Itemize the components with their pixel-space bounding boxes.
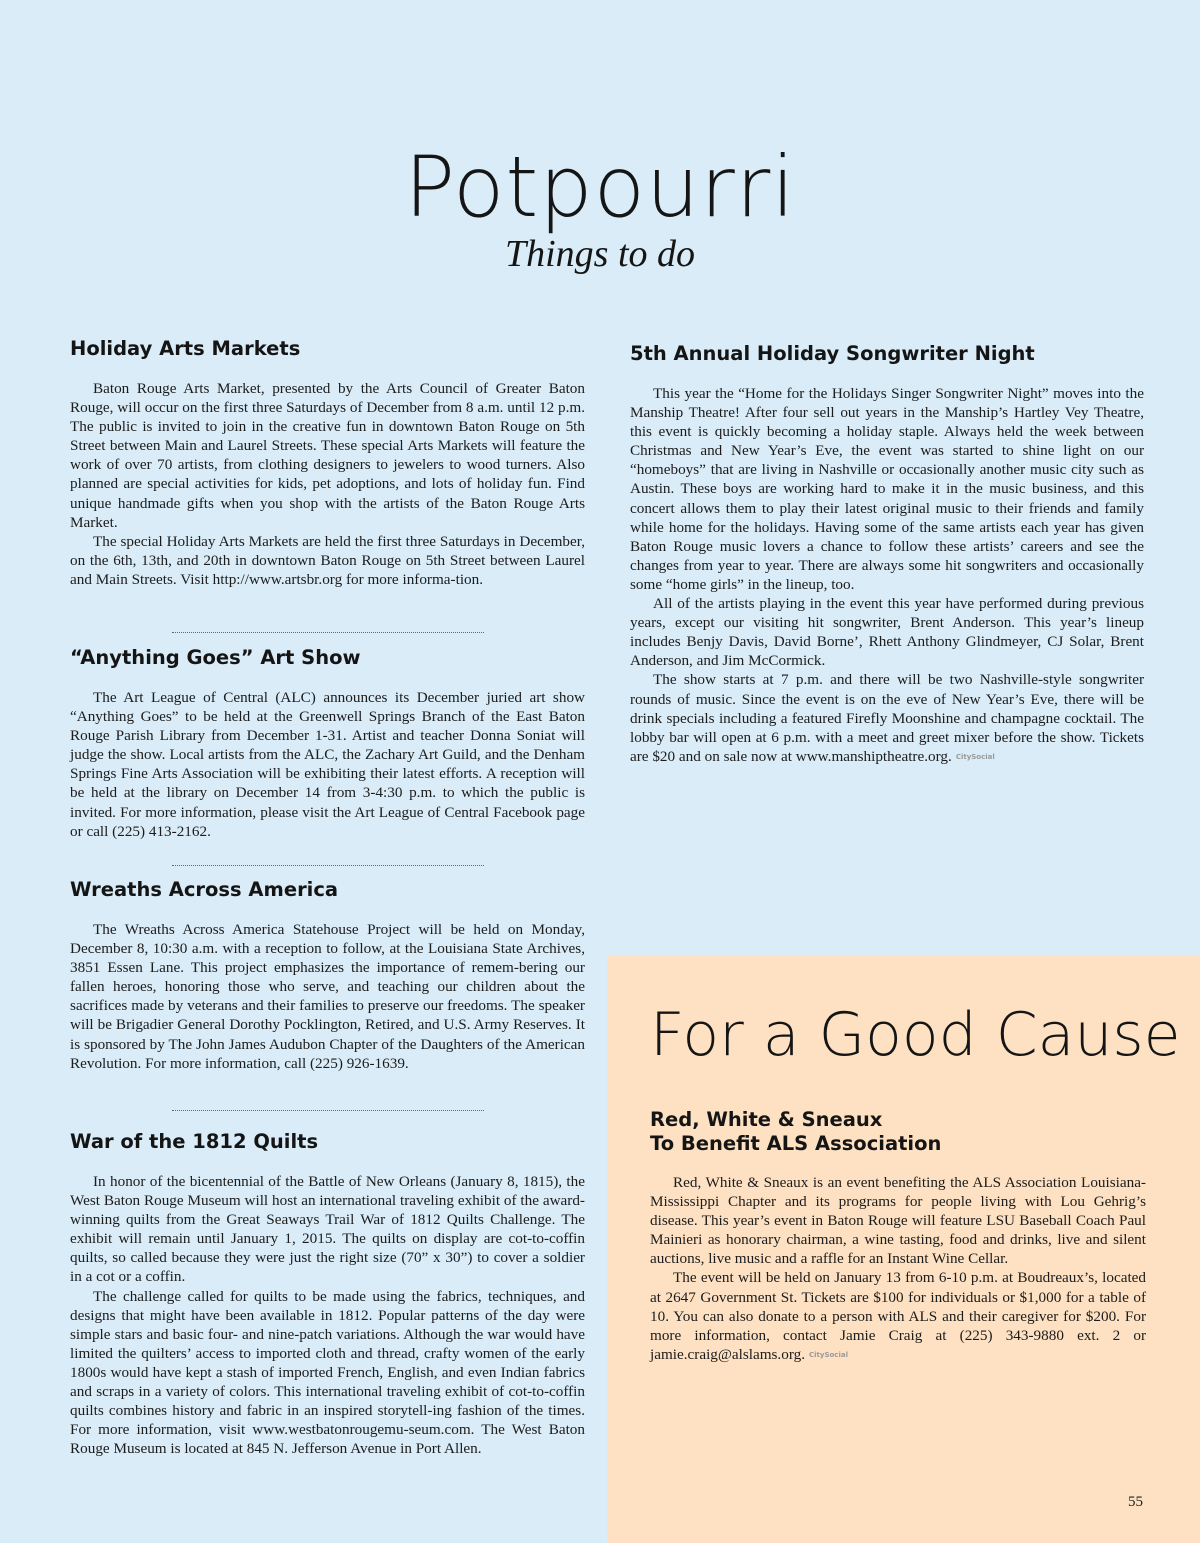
citysocial-logo: CitySocial <box>955 752 995 761</box>
article-paragraph: The Wreaths Across America Statehouse Project will be held on Monday, December 8, 10:30 a.m. with a reception to follow, at the Louisiana State Archives, 3851 Essen Lane. This project emphasizes the importance of remem-bering our fallen heroes, honoring those who serve, and teaching our children about the sacrifices made by veterans and their families to preserve our freedoms. The speaker will be Brigadier General Dorothy Pocklington, Retired, and U.S. Army Reserves. It is sponsored by The John James Audubon Chapter of the Daughters of the American Revolution. For more information, call (225) 926-1639. <box>70 921 585 1072</box>
article-paragraph: All of the artists playing in the event this year have performed during previous years, except our visiting hit songwriter, Brent Anderson. This year’s lineup includes Benjy Davis, David Borne’, Rhett Anthony Glindmeyer, CJ Solar, Brent Anderson, and Jim McCormick. <box>630 595 1144 670</box>
article-body <box>70 920 585 1073</box>
article-paragraph: This year the “Home for the Holidays Singer Songwriter Night” moves into the Manship Theatre! After four sell out years in the Manship’s Hartley Vey Theatre, this event is quickly becoming a holiday staple. Always held the week between Christmas and New Year’s Eve, the event was started to shine light on our “homeboys” that are living in Nashville or occasionally another music city such as Austin. These boys are working hard to make it in the music business, and this concert allows them to play their latest original music to their friends and family while home for the holidays. Having some of the same artists each year has given Baton Rouge music lovers a chance to follow these artists’ careers and see the changes from year to year. There are always some hit songwriters and occasionally some “home girls” in the lineup, too. <box>630 385 1144 593</box>
article-paragraph: The special Holiday Arts Markets are held the first three Saturdays in December, on the 6th, 13th, and 20th in downtown Baton Rouge on 5th Street between Laurel and Main Streets. Visit http://www.artsbr.org for more informa-tion. <box>70 532 585 588</box>
article-body <box>70 379 585 589</box>
article-paragraph: The Art League of Central (ALC) announces its December juried art show “Anything Goes” to be held at the Greenwell Springs Branch of the East Baton Rouge Parish Library from December 1-31. Artist and teacher Donna Soniat will judge the show. Local artists from the ALC, the Zachary Art Guild, and the Denham Springs Fine Arts Association will be exhibiting their latest efforts. A reception will be held at the library on December 14 from 3-4:30 p.m. to which the public is invited. For more information, please visit the Art League of Central Facebook page or call (225) 413-2162. <box>70 689 585 840</box>
article-heading: 5th Annual Holiday Songwriter Night <box>630 342 1035 365</box>
good-cause-title: For a Good Cause <box>650 1000 1181 1070</box>
article-heading: Wreaths Across America <box>70 878 339 901</box>
page-number: 55 <box>1128 1494 1143 1510</box>
article-paragraph <box>630 670 1144 766</box>
article-paragraph <box>650 1268 1146 1364</box>
section-divider <box>172 632 484 633</box>
article-red-white-sneaux <box>650 1108 1146 1365</box>
article-1812-quilts <box>70 1130 585 1458</box>
article-heading: “Anything Goes” Art Show <box>70 646 361 669</box>
article-heading: Holiday Arts Markets <box>70 337 301 360</box>
article-paragraph-text: The event will be held on January 13 from 6-10 p.m. at Boudreaux’s, located at 2647 Government St. Tickets are $100 for individuals or $1,000 for a table of 10. You can also donate to a person with ALS and their caregiver for $200. For more information, contact Jamie Craig at (225) 343-9880 ext. 2 or jamie.craig@alslams.org. <box>650 1269 1146 1363</box>
section-divider <box>172 865 484 866</box>
article-paragraph: Red, White & Sneaux is an event benefiting the ALS Association Louisiana-Mississippi Chapter and its programs for people living with Lou Gehrig’s disease. This year’s event in Baton Rouge will feature LSU Baseball Coach Paul Mainieri as honorary chairman, a wine tasting, food and drinks, live and silent auctions, live music and a raffle for an Instant Wine Cellar. <box>650 1174 1146 1268</box>
article-paragraph: In honor of the bicentennial of the Battle of New Orleans (January 8, 1815), the West Baton Rouge Museum will host an international traveling exhibit of the award-winning quilts from the Great Seaways Trail War of 1812 Quilts Challenge. The exhibit will remain until January 1, 2015. The quilts on display are cot-to-coffin quilts, so called because they were just the right size (70” x 30”) to cover a soldier in a cot or a coffin. <box>70 1173 585 1286</box>
article-body <box>650 1173 1146 1365</box>
page-title: Potpourri <box>404 138 796 236</box>
article-heading: War of the 1812 Quilts <box>70 1130 319 1153</box>
section-divider <box>172 1110 484 1111</box>
article-songwriter-night <box>630 342 1144 767</box>
article-anything-goes <box>70 646 585 841</box>
citysocial-logo: CitySocial <box>809 1350 848 1359</box>
article-wreaths-across-america <box>70 878 585 1073</box>
article-heading-line: Red, White & Sneaux <box>650 1108 883 1131</box>
article-paragraph: Baton Rouge Arts Market, presented by the Arts Council of Greater Baton Rouge, will occur on the first three Saturdays of December from 8 a.m. until 12 p.m. The public is invited to join in the creative fun in downtown Baton Rouge on 5th Street between Main and Laurel Streets. These special Arts Markets will feature the work of over 70 artists, from clothing designers to jewelers to wood turners. Also planned are special activities for kids, pet adoptions, and lots of holiday fun. Find unique handmade gifts when you shop with the artists of the Baton Rouge Arts Market. <box>70 380 585 531</box>
page-subtitle: Things to do <box>504 233 696 275</box>
article-paragraph: The challenge called for quilts to be made using the fabrics, techniques, and designs that might have been available in 1812. Popular patterns of the day were simple stars and basic four- and nine-patch variations. Although the war would have limited the quilters’ access to imported cloth and thread, crafty women of the early 1800s would have kept a stash of imported French, English, and even Indian fabrics and scraps in a variety of colors. This international traveling exhibit of cot-to-coffin quilts combines history and fabric in an inspired storytell-ing fashion of the times. For more information, visit www.westbatonrougemu-seum.com. The West Baton Rouge Museum is located at 845 N. Jefferson Avenue in Port Allen. <box>70 1287 585 1458</box>
article-body <box>630 384 1144 767</box>
article-body <box>70 1172 585 1458</box>
article-heading <box>650 1108 1146 1156</box>
article-body <box>70 688 585 841</box>
article-heading-line: To Benefit ALS Association <box>650 1132 942 1155</box>
article-paragraph-text: The show starts at 7 p.m. and there will be two Nashville-style songwriter rounds of music. Since the event is on the eve of New Year’s Eve, there will be drink specials including a featured Firefly Moonshine and champagne cocktail. The lobby bar will open at 6 p.m. with a meet and greet mixer before the show. Tickets are $20 and on sale now at www.manshiptheatre.org. <box>630 671 1144 765</box>
article-holiday-arts-markets <box>70 337 585 589</box>
